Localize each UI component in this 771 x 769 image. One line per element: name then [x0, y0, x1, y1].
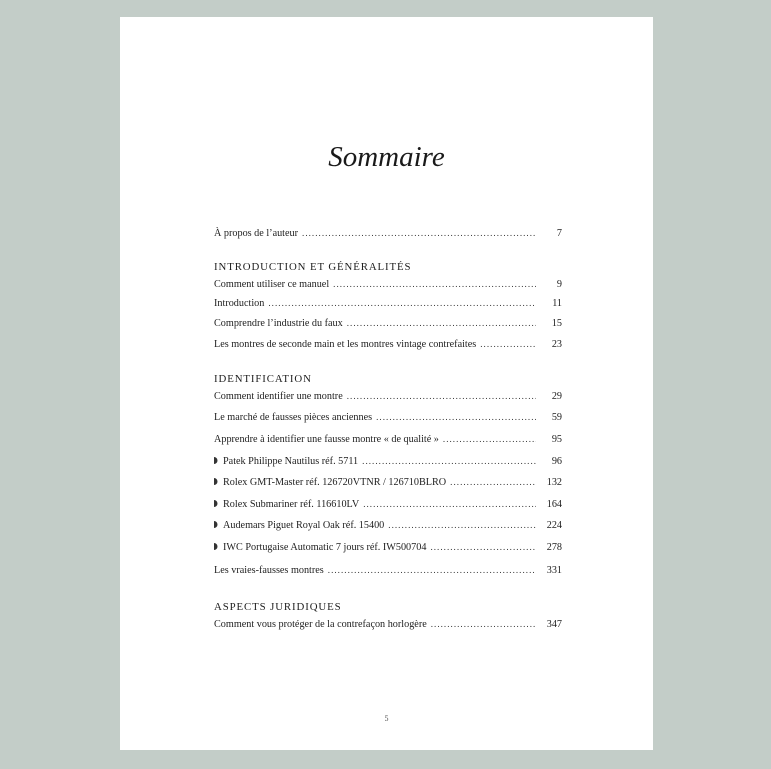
- toc-entry: [214, 564, 562, 577]
- toc-entry-label: À propos de l’auteur: [214, 228, 299, 239]
- dot-leader: [443, 433, 536, 446]
- section-heading-identification: IDENTIFICATION: [214, 373, 312, 385]
- dot-leader: [363, 498, 536, 511]
- toc-entry: [214, 390, 562, 403]
- dot-leader: [347, 317, 536, 330]
- dot-leader: [430, 541, 536, 554]
- toc-entry-model: [214, 498, 562, 511]
- half-circle-bullet-icon: [214, 457, 219, 464]
- dot-leader: [376, 411, 536, 424]
- toc-entry-page: 224: [546, 520, 562, 531]
- section-heading-legal: ASPECTS JURIDIQUES: [214, 601, 342, 613]
- dot-leader: [333, 278, 536, 291]
- toc-entry-page: 15: [551, 318, 562, 329]
- toc-entry-label: Introduction: [214, 298, 265, 309]
- toc-entry-page: 164: [546, 499, 562, 510]
- dot-leader: [302, 227, 536, 240]
- toc-entry-page: 96: [551, 456, 562, 467]
- page-title: Sommaire: [328, 141, 445, 173]
- section-heading-introduction: INTRODUCTION ET GÉNÉRALITÉS: [214, 261, 412, 273]
- dot-leader: [388, 519, 536, 532]
- page-number: 5: [384, 714, 389, 723]
- toc-entry-label: Patek Philippe Nautilus réf. 5711: [223, 456, 359, 467]
- toc-entry-label: Les montres de seconde main et les montres vintage contrefaites: [214, 339, 477, 350]
- half-circle-bullet-icon: [214, 521, 219, 528]
- toc-entry-model: [214, 476, 562, 489]
- toc-entry-label: Comment utiliser ce manuel: [214, 279, 330, 290]
- toc-entry-model: [214, 541, 562, 554]
- toc-entry-label: Les vraies-fausses montres: [214, 565, 324, 576]
- toc-entry: [214, 297, 562, 310]
- half-circle-bullet-icon: [214, 500, 219, 507]
- toc-entry-label: Comprendre l’industrie du faux: [214, 318, 343, 329]
- toc-entry-page: 331: [546, 565, 562, 576]
- toc-entry: [214, 317, 562, 330]
- toc-entry-label: Rolex Submariner réf. 116610LV: [223, 499, 360, 510]
- half-circle-bullet-icon: [214, 478, 219, 485]
- toc-entry: [214, 278, 562, 291]
- toc-entry-page: 59: [551, 412, 562, 423]
- toc-entry-page: 278: [546, 542, 562, 553]
- toc-entry-label: Comment vous protéger de la contrefaçon horlogère: [214, 619, 427, 630]
- toc-entry-label: Comment identifier une montre: [214, 391, 343, 402]
- toc-entry: [214, 411, 562, 424]
- toc-entry: [214, 338, 562, 351]
- toc-entry-page: 29: [551, 391, 562, 402]
- toc-entry-page: 9: [556, 279, 562, 290]
- dot-leader: [328, 564, 536, 577]
- dot-leader: [268, 297, 536, 310]
- toc-entry-label: Audemars Piguet Royal Oak réf. 15400: [223, 520, 385, 531]
- toc-entry-model: [214, 519, 562, 532]
- toc-entry-page: 95: [551, 434, 562, 445]
- toc-entry-label: Rolex GMT-Master réf. 126720VTNR / 126710BLRO: [223, 477, 447, 488]
- toc-entry-model: [214, 455, 562, 468]
- toc-entry-label: IWC Portugaise Automatic 7 jours réf. IW500704: [223, 542, 427, 553]
- dot-leader: [347, 390, 536, 403]
- book-page: [120, 17, 653, 750]
- toc-entry-page: 11: [552, 298, 562, 309]
- toc-entry-page: 23: [551, 339, 562, 350]
- dot-leader: [362, 455, 536, 468]
- toc-entry-page: 132: [546, 477, 562, 488]
- toc-entry-page: 347: [546, 619, 562, 630]
- toc-entry: [214, 618, 562, 631]
- toc-entry-about-author: [214, 227, 562, 240]
- toc-entry-label: Le marché de fausses pièces anciennes: [214, 412, 373, 423]
- dot-leader: [450, 476, 536, 489]
- dot-leader: [431, 618, 536, 631]
- toc-entry: [214, 433, 562, 446]
- toc-entry-page: 7: [556, 228, 562, 239]
- toc-entry-label: Apprendre à identifier une fausse montre « de qualité »: [214, 434, 439, 445]
- half-circle-bullet-icon: [214, 543, 219, 550]
- dot-leader: [480, 338, 536, 351]
